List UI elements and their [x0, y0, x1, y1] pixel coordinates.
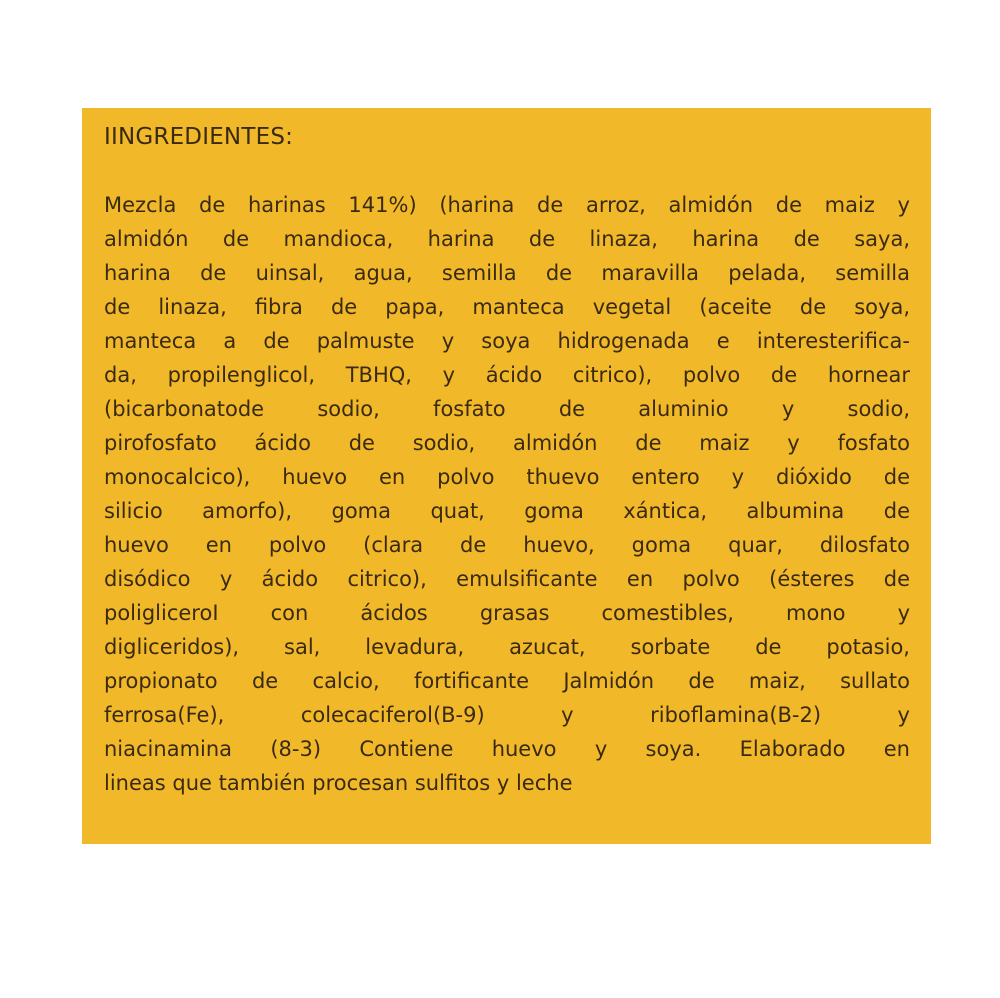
ingredients-line: poligliceroI con ácidos grasas comestibles, mono y: [104, 601, 910, 625]
ingredients-line: propionato de calcio, fortificante Jalmidón de maiz, sullato: [104, 669, 910, 693]
ingredients-line: de linaza, fibra de papa, manteca vegetal (aceite de soya,: [104, 295, 910, 319]
ingredients-line: da, propilenglicol, TBHQ, y ácido citrico), polvo de hornear: [104, 363, 910, 387]
ingredients-line: lineas que también procesan sulfitos y leche: [104, 771, 573, 795]
ingredients-line: Mezcla de harinas 141%) (harina de arroz, almidón de maiz y: [104, 193, 910, 217]
ingredients-line: disódico y ácido citrico), emulsificante en polvo (ésteres de: [104, 567, 910, 591]
ingredients-line: ferrosa(Fe), colecaciferol(B-9) y riboflamina(B-2) y: [104, 703, 910, 727]
ingredients-line: manteca a de palmuste y soya hidrogenada e interesterifica-: [104, 329, 910, 353]
ingredients-panel: [82, 108, 931, 844]
ingredients-heading: IINGREDIENTES:: [104, 124, 294, 150]
ingredients-line: (bicarbonatode sodio, fosfato de aluminio y sodio,: [104, 397, 910, 421]
ingredients-line: silicio amorfo), goma quat, goma xántica, albumina de: [104, 499, 910, 523]
ingredients-line: digliceridos), sal, levadura, azucat, sorbate de potasio,: [104, 635, 910, 659]
ingredients-line: monocalcico), huevo en polvo thuevo entero y dióxido de: [104, 465, 910, 489]
ingredients-text: [104, 188, 910, 800]
ingredients-line: pirofosfato ácido de sodio, almidón de maiz y fosfato: [104, 431, 910, 455]
ingredients-line: niacinamina (8-3) Contiene huevo y soya. Elaborado en: [104, 737, 910, 761]
ingredients-line: huevo en polvo (clara de huevo, goma quar, dilosfato: [104, 533, 910, 557]
ingredients-line: harina de uinsal, agua, semilla de maravilla pelada, semilla: [104, 261, 910, 285]
ingredients-line: almidón de mandioca, harina de linaza, harina de saya,: [104, 227, 910, 251]
